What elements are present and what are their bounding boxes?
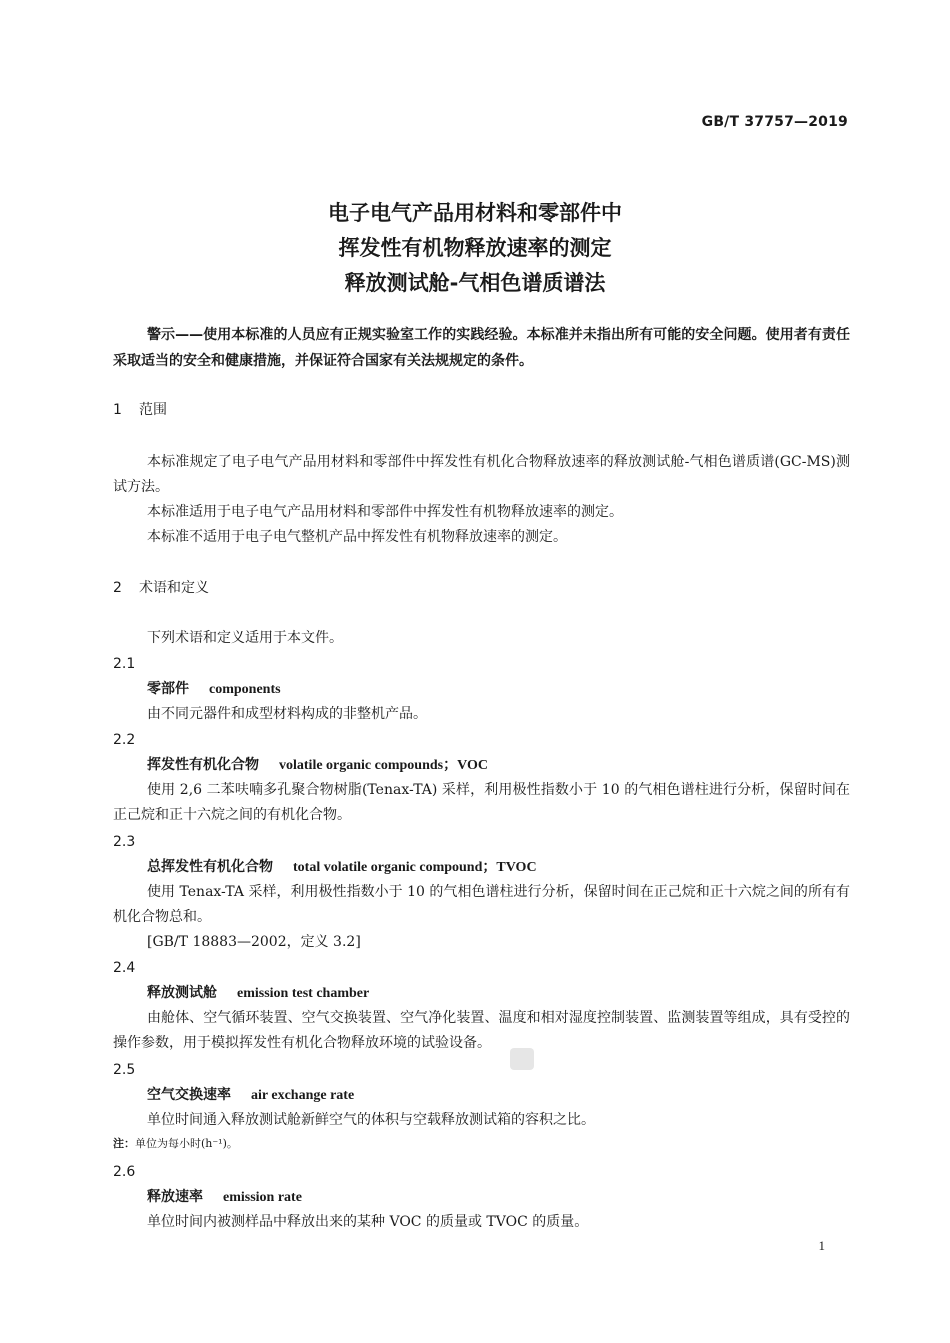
warning-notice: 警示——使用本标准的人员应有正规实验室工作的实践经验。本标准并未指出所有可能的安全问题。使用者有责任采取适当的安全和健康措施，并保证符合国家有关法规规定的条件。	[113, 327, 850, 369]
scope-paragraph-1: 本标准规定了电子电气产品用材料和零部件中挥发性有机化合物释放速率的释放测试舱-气相色谱质谱(GC-MS)测试方法。	[113, 454, 850, 495]
term-number: 2.6	[113, 1164, 136, 1180]
term-entry	[147, 677, 281, 702]
title-line-3: 释放测试舱-气相色谱质谱法	[344, 271, 606, 295]
term-english: volatile organic compounds；VOC	[279, 758, 488, 773]
term-english: emission rate	[223, 1190, 302, 1205]
term-reference: [GB/T 18883—2002，定义 3.2]	[147, 934, 361, 950]
title-line-2: 挥发性有机物释放速率的测定	[338, 236, 612, 260]
scan-artifact	[510, 1048, 534, 1070]
term-number: 2.1	[113, 656, 136, 672]
term-chinese: 总挥发性有机化合物	[147, 859, 273, 875]
section-title: 范围	[139, 402, 167, 418]
term-chinese: 释放测试舱	[147, 985, 217, 1001]
term-number: 2.3	[113, 834, 136, 850]
term-number: 2.5	[113, 1062, 136, 1078]
page-number: 1	[818, 1238, 825, 1253]
term-entry	[147, 1185, 302, 1210]
term-definition: 使用 Tenax-TA 采样，利用极性指数小于 10 的气相色谱柱进行分析，保留时间在正己烷和正十六烷之间的所有有机化合物总和。	[113, 884, 850, 925]
term-english: components	[209, 682, 281, 697]
note-text: 单位为每小时(h⁻¹)。	[135, 1137, 238, 1150]
term-definition: 由舱体、空气循环装置、空气交换装置、空气净化装置、温度和相对湿度控制装置、监测装置等组成，具有受控的操作参数，用于模拟挥发性有机化合物释放环境的试验设备。	[113, 1010, 850, 1051]
section-1-heading	[113, 398, 167, 422]
term-entry	[147, 855, 537, 880]
term-chinese: 挥发性有机化合物	[147, 757, 259, 773]
scope-paragraph-3: 本标准不适用于电子电气整机产品中挥发性有机物释放速率的测定。	[147, 529, 567, 545]
section-title: 术语和定义	[139, 580, 209, 596]
definitions-intro: 下列术语和定义适用于本文件。	[147, 630, 343, 646]
standard-code: GB/T 37757—2019	[701, 114, 848, 130]
document-title	[0, 196, 950, 301]
term-definition: 单位时间通入释放测试舱新鲜空气的体积与空载释放测试箱的容积之比。	[147, 1112, 595, 1128]
term-entry	[147, 1083, 354, 1108]
term-chinese: 空气交换速率	[147, 1087, 231, 1103]
term-note	[113, 1134, 238, 1154]
term-definition: 使用 2,6 二苯呋喃多孔聚合物树脂(Tenax-TA) 采样，利用极性指数小于 10 的气相色谱柱进行分析，保留时间在正己烷和正十六烷之间的有机化合物。	[113, 782, 850, 823]
term-english: emission test chamber	[237, 986, 370, 1001]
term-number: 2.4	[113, 960, 136, 976]
section-2-heading	[113, 576, 209, 600]
section-number: 1	[113, 402, 122, 418]
term-english: total volatile organic compound；TVOC	[293, 860, 537, 875]
term-chinese: 零部件	[147, 681, 189, 697]
term-english: air exchange rate	[251, 1088, 355, 1103]
section-number: 2	[113, 580, 122, 596]
document-body	[113, 322, 850, 1230]
scope-paragraph-2: 本标准适用于电子电气产品用材料和零部件中挥发性有机物释放速率的测定。	[147, 504, 623, 520]
term-chinese: 释放速率	[147, 1189, 203, 1205]
term-definition: 单位时间内被测样品中释放出来的某种 VOC 的质量或 TVOC 的质量。	[147, 1214, 589, 1230]
term-number: 2.2	[113, 732, 136, 748]
term-entry	[147, 753, 488, 778]
note-label: 注：	[113, 1137, 135, 1150]
term-definition: 由不同元器件和成型材料构成的非整机产品。	[147, 706, 427, 722]
title-line-1: 电子电气产品用材料和零部件中	[328, 201, 622, 225]
term-entry	[147, 981, 369, 1006]
